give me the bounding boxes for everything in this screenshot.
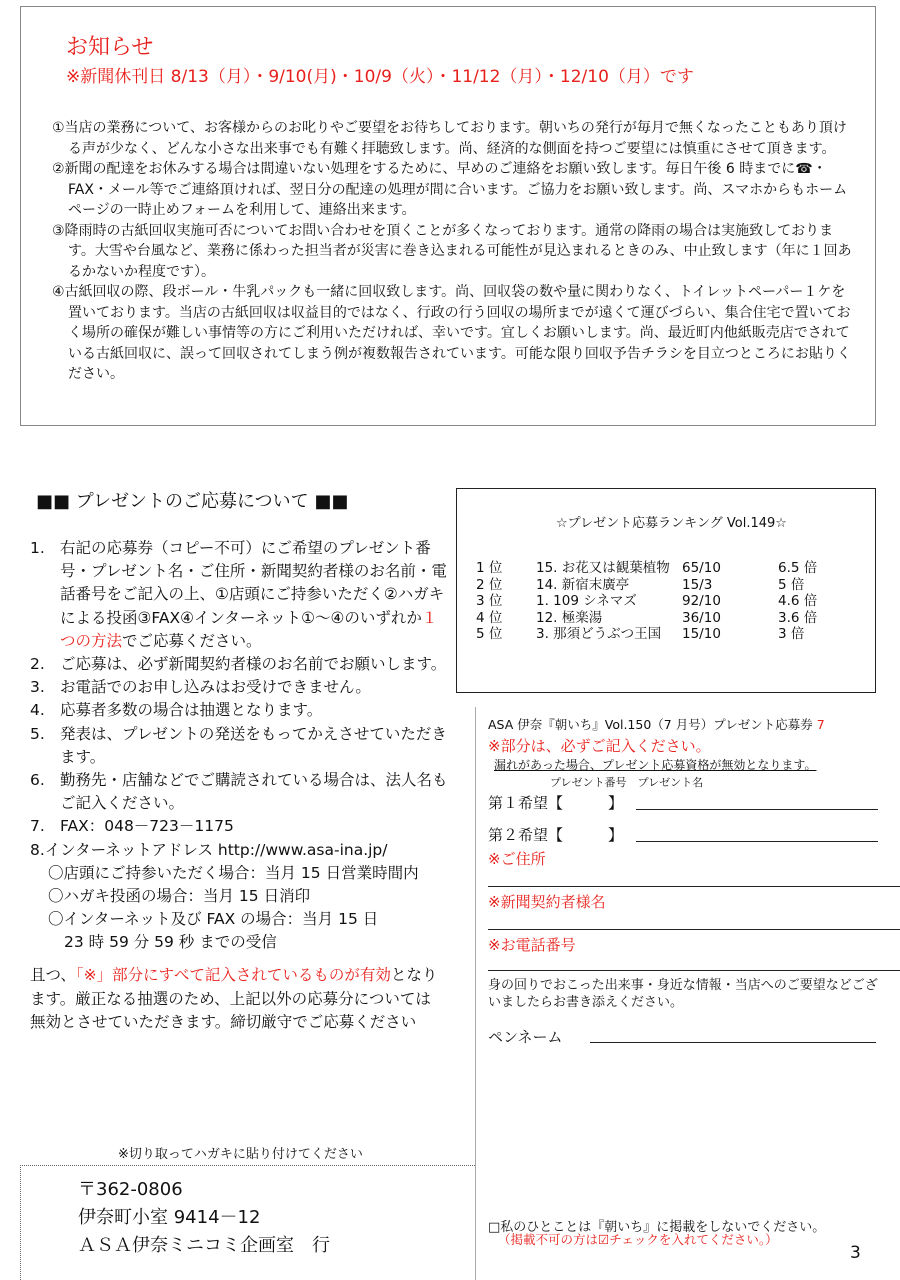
recipient: ＡＳＡ伊奈ミニコミ企画室 行	[78, 1235, 330, 1256]
guide-item	[30, 769, 450, 815]
guide-item	[30, 723, 450, 769]
guide-item	[30, 815, 450, 838]
ranking-row	[476, 593, 817, 610]
guide-item	[30, 676, 450, 699]
coupon-title	[488, 715, 825, 733]
guide-number: 3.	[30, 678, 45, 697]
penname-label: ペンネーム	[488, 1028, 563, 1046]
address-label: ※ご住所	[488, 850, 546, 868]
penname-field[interactable]	[590, 1042, 876, 1043]
invalid-warning: 漏れがあった場合、プレゼント応募資格が無効となります。	[494, 758, 817, 772]
phone-label: ※お電話番号	[488, 936, 576, 954]
optout-checkbox[interactable]: □私のひとことは『朝いち』に掲載をしないでください。	[488, 1220, 826, 1235]
rank-item-cell: 15. お花又は観葉植物	[536, 560, 670, 576]
coupon-column-labels	[550, 774, 703, 790]
rank-cell: 1 位	[476, 560, 503, 576]
rank-cell: 5 位	[476, 626, 503, 642]
rank-ratio-cell: 15/10	[682, 626, 721, 642]
subscriber-field[interactable]	[488, 929, 900, 930]
deadline-item: 〇ハガキ投函の場合：当月 15 日消印	[48, 887, 311, 906]
phone-field[interactable]	[488, 970, 900, 971]
deadline-item: 〇店頭にご持参いただく場合：当月 15 日営業時間内	[48, 863, 419, 882]
guide-number: 4.	[30, 701, 45, 720]
rank-rate-cell: 6.5 倍	[778, 560, 818, 576]
guide-number: 7.	[30, 817, 45, 836]
col-number-label: プレゼント番号	[550, 776, 627, 789]
validity-text: 且つ、	[30, 966, 76, 984]
present-heading: ■■ プレゼントのご応募について ■■	[36, 491, 349, 512]
required-note: ※部分は、必ずご記入ください。	[488, 737, 711, 755]
guide-number: 2.	[30, 655, 45, 674]
present-guide	[30, 537, 450, 955]
guide-item	[30, 699, 450, 722]
guide-number: 6.	[30, 771, 45, 790]
notice-item: ①当店の業務について、お客様からのお叱りやご要望をお待ちしております。朝いちの発行が毎月で無くなったこともあり頂ける声が少なく、どんな小さな出来事でも有難く拝聴致します。尚、経済的な側面を持つご要望には慎重にさせて頂きます。	[52, 120, 847, 157]
subscriber-label: ※新聞契約者様名	[488, 893, 606, 911]
rank-rate-cell: 3.6 倍	[778, 609, 818, 626]
rank-cell: 3 位	[476, 593, 503, 609]
notice-item: ③降雨時の古紙回収実施可否についてお問い合わせを頂くことが多くなっております。通常の降雨の場合は実施致しております。大雪や台風など、業務に係わった担当者が災害に巻き込まれる可能性が見込まれるときのみ、中止致します（年に１回あるかないか程度です）。	[52, 222, 852, 280]
notice-list	[52, 118, 857, 385]
coupon-border	[475, 707, 476, 1280]
street-address: 伊奈町小室 9414－12	[78, 1207, 261, 1228]
guide-text: ご応募は、必ず新聞契約者様のお名前でお願いします。	[60, 655, 447, 674]
coupon-number: 7	[816, 717, 825, 732]
ranking-row	[476, 560, 817, 577]
cut-line-vertical	[20, 1165, 21, 1280]
fax-number: FAX：048－723－1175	[60, 817, 234, 836]
guide-item	[30, 653, 450, 676]
optout-note: （掲載不可の方は☑チェックを入れてください。）	[498, 1232, 778, 1247]
rank-item-cell: 12. 極楽湯	[536, 609, 603, 626]
internet-address: 8.インターネットアドレス http://www.asa-ina.jp/	[30, 840, 388, 859]
choice1-label: 第１希望【 】	[488, 794, 624, 812]
cut-line	[20, 1165, 475, 1166]
rank-cell: 4 位	[476, 609, 503, 626]
holiday-notice: ※新聞休刊日 8/13（月）・9/10(月)・10/9（火）・11/12（月）・12/10（月）です	[66, 67, 694, 87]
notice-title: お知らせ	[66, 35, 154, 60]
guide-text: 発表は、プレゼントの発送をもってかえさせていただきます。	[60, 724, 447, 766]
choice2-field[interactable]	[636, 841, 878, 842]
guide-emphasis: １つの方法	[60, 608, 438, 650]
rank-item-cell: 1. 109 シネマズ	[536, 593, 637, 609]
coupon-title-text: ASA 伊奈『朝いち』Vol.150（7 月号）プレゼント応募券	[488, 717, 813, 732]
deadline-item: 〇インターネット及び FAX の場合：当月 15 日	[48, 910, 379, 929]
guide-number: 5.	[30, 724, 45, 743]
validity-emphasis: 「※」部分にすべて記入されているものが有効	[75, 966, 391, 984]
postal-code: 〒362-0806	[78, 1179, 183, 1200]
guide-text: 右記の応募券（コピー不可）にご希望のプレゼント番号・プレゼント名・ご住所・新聞契約者様のお名前・電話番号をご記入の上、①店頭にご持参いただく②ハガキによる投函③FAX④インターネット①～④のいずれか	[60, 539, 447, 627]
ranking-table	[476, 560, 817, 643]
rank-cell: 2 位	[476, 576, 503, 593]
rank-ratio-cell: 15/3	[682, 576, 713, 593]
rank-ratio-cell: 92/10	[682, 593, 721, 609]
ranking-row	[476, 610, 817, 627]
rank-ratio-cell: 65/10	[682, 560, 721, 576]
guide-text: お電話でのお申し込みはお受けできません。	[60, 678, 371, 697]
rank-rate-cell: 5 倍	[778, 576, 805, 593]
rank-item-cell: 14. 新宿末廣亭	[536, 576, 630, 593]
guide-text: 応募者多数の場合は抽選となります。	[60, 701, 323, 720]
ranking-row	[476, 577, 817, 594]
notice-item: ②新聞の配達をお休みする場合は間違いない処理をするために、早めのご連絡をお願い致します。毎日午後 6 時までに☎・FAX・メール等でご連絡頂ければ、翌日分の配達の処理が間に合います。ご協力をお願い致します。尚、スマホからもホームページの一時止めフォームを利用して、連絡出来ます。	[52, 161, 848, 218]
ranking-row	[476, 626, 817, 643]
mailing-address	[78, 1176, 330, 1260]
cut-note: ※切り取ってハガキに貼り付けてください	[118, 1147, 363, 1162]
rank-ratio-cell: 36/10	[682, 609, 721, 626]
guide-text: 勤務先・店舗などでご購読されている場合は、法人名もご記入ください。	[60, 771, 448, 813]
page-number: 3	[850, 1243, 861, 1263]
validity-note	[30, 964, 450, 1035]
validity-text: となります。厳正なる抽選のため、上記以外の応募分については 無効とさせていただきます。締切厳守でご応募ください	[30, 966, 438, 1031]
choice2-label: 第２希望【 】	[488, 826, 624, 844]
guide-number: 1.	[30, 539, 45, 557]
address-field[interactable]	[488, 886, 900, 887]
col-name-label: プレゼント名	[637, 776, 704, 789]
notice-item: ④古紙回収の際、段ボール・牛乳パックも一緒に回収致します。尚、回収袋の数や量に関わりなく、トイレットペーパー１ケを置いております。当店の古紙回収は収益目的ではなく、行政の行う回収の場所までが遠くて運びづらい、集合住宅で置いておく場所の確保が難しい事情等の方にご利用いただければ、幸いです。宜しくお願いします。尚、最近町内他紙販売店でされている古紙回収に、誤って回収されてしまう例が複数報告されています。可能な限り回収予告チラシを目立つところにお貼りください。	[52, 284, 851, 382]
guide-text: でご応募ください。	[122, 631, 262, 650]
memo-label: 身の回りでおこった出来事・身近な情報・当店へのご要望などございましたらお書き添えください。	[488, 978, 878, 1010]
ranking-title: ☆プレゼント応募ランキング Vol.149☆	[556, 516, 787, 531]
choice1-field[interactable]	[636, 809, 878, 810]
rank-rate-cell: 3 倍	[778, 626, 805, 642]
rank-item-cell: 3. 那須どうぶつ王国	[536, 626, 662, 642]
deadline-item: 23 時 59 分 59 秒 までの受信	[64, 933, 277, 952]
rank-rate-cell: 4.6 倍	[778, 593, 818, 609]
guide-item	[30, 537, 450, 653]
